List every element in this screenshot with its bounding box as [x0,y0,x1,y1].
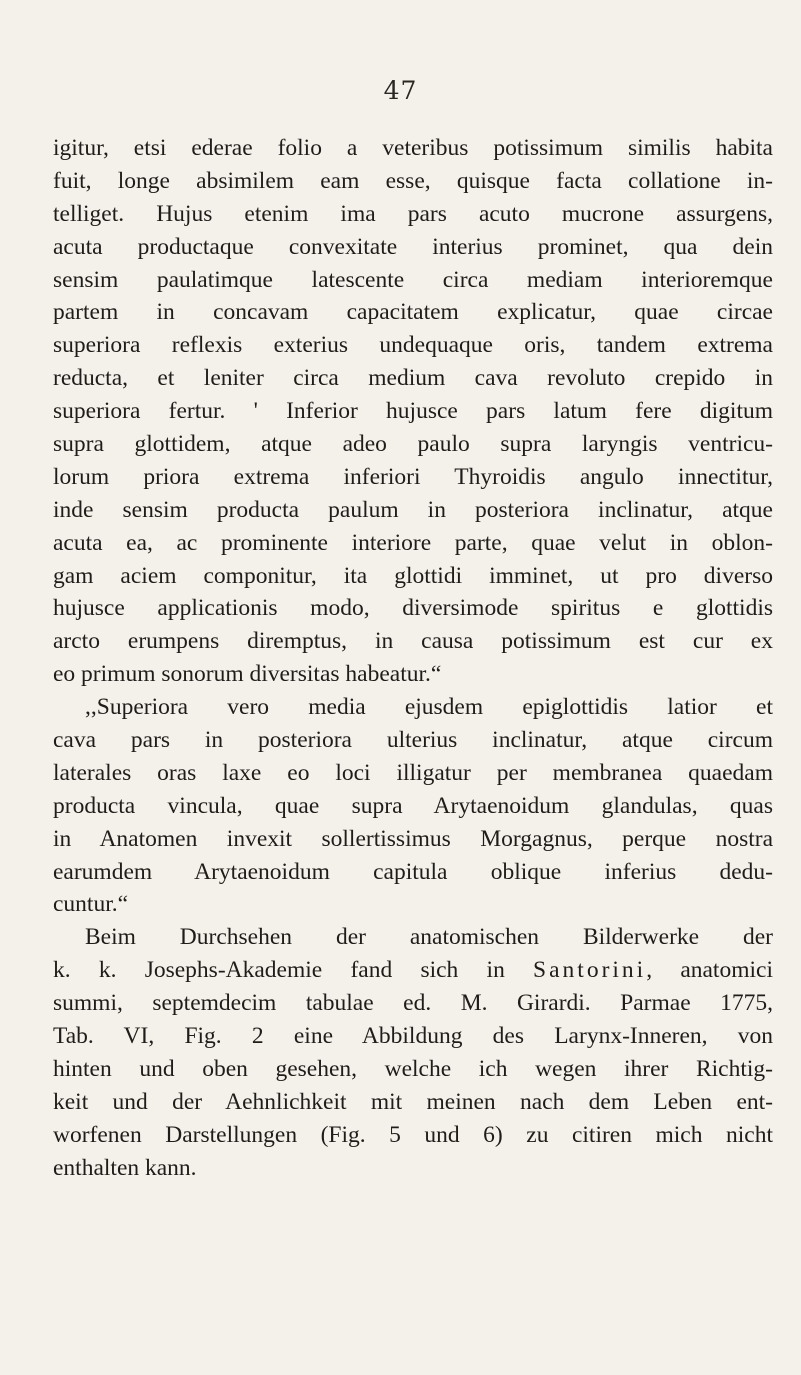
page-number: 47 [383,76,418,105]
text-line: fuit, longe absimilem eam esse, quisque facta collatione in- [53,167,773,194]
text-line: arcto erumpens diremptus, in causa potissimum est cur ex [53,628,773,655]
text-line: in Anatomen invexit sollertissimus Morgagnus, perque nostra [53,825,773,852]
text-line: worfenen Darstellungen (Fig. 5 und 6) zu citiren mich nicht [53,1121,773,1148]
text-line: hujusce applicationis modo, diversimode spiritus e glottidis [53,595,773,622]
text-line: cava pars in posteriora ulterius inclinatur, atque circum [53,727,773,754]
text-line: Tab. VI, Fig. 2 eine Abbildung des Larynx-Inneren, von [53,1023,773,1050]
text-line: igitur, etsi ederae folio a veteribus potissimum similis habita [53,135,773,161]
spaced-name: Santorini [533,957,647,984]
text-line: laterales oras laxe eo loci illigatur per membranea quaedam [53,759,773,786]
text-line: lorum priora extrema inferiori Thyroidis angulo innectitur, [53,463,773,490]
text-line: superiora reflexis exterius undequaque oris, tandem extrema [53,332,773,359]
text-line: telliget. Hujus etenim ima pars acuto mucrone assurgens, [53,200,773,227]
text-line: acuta productaque convexitate interius prominet, qua dein [53,233,773,260]
text-line: reducta, et leniter circa medium cava revoluto crepido in [53,365,773,392]
text-line: keit und der Aehnlichkeit mit meinen nach dem Leben ent- [53,1088,773,1115]
text-line: partem in concavam capacitatem explicatur, quae circae [53,299,773,326]
text-line: superiora fertur. ' Inferior hujusce pars latum fere digitum [53,398,773,425]
text-line: inde sensim producta paulum in posteriora inclinatur, atque [53,496,773,523]
text-segment: , anatomici [646,957,773,984]
text-segment: k. k. Josephs-Akademie fand sich in [53,957,534,984]
text-line: cuntur.“ [53,891,129,918]
text-line: Beim Durchsehen der anatomischen Bilderwerke der [85,924,773,951]
text-line: ,,Superiora vero media ejusdem epiglottidis latior et [85,694,773,721]
text-line: earumdem Arytaenoidum capitula oblique inferius dedu- [53,858,773,885]
text-line: acuta ea, ac prominente interiore parte, quae velut in oblon- [53,529,773,556]
text-line: hinten und oben gesehen, welche ich wegen ihrer Richtig- [53,1055,773,1082]
text-line: summi, septemdecim tabulae ed. M. Girardi. Parmae 1775, [53,990,773,1017]
body-text [53,132,773,1185]
text-line: sensim paulatimque latescente circa mediam interioremque [53,266,773,293]
text-line: eo primum sonorum diversitas habeatur.“ [53,661,442,688]
text-line: enthalten kann. [53,1154,197,1181]
text-line [53,954,773,987]
text-line: supra glottidem, atque adeo paulo supra laryngis ventricu- [53,431,773,458]
text-line: gam aciem componitur, ita glottidi imminet, ut pro diverso [53,562,773,589]
text-line: producta vincula, quae supra Arytaenoidum glandulas, quas [53,792,773,819]
